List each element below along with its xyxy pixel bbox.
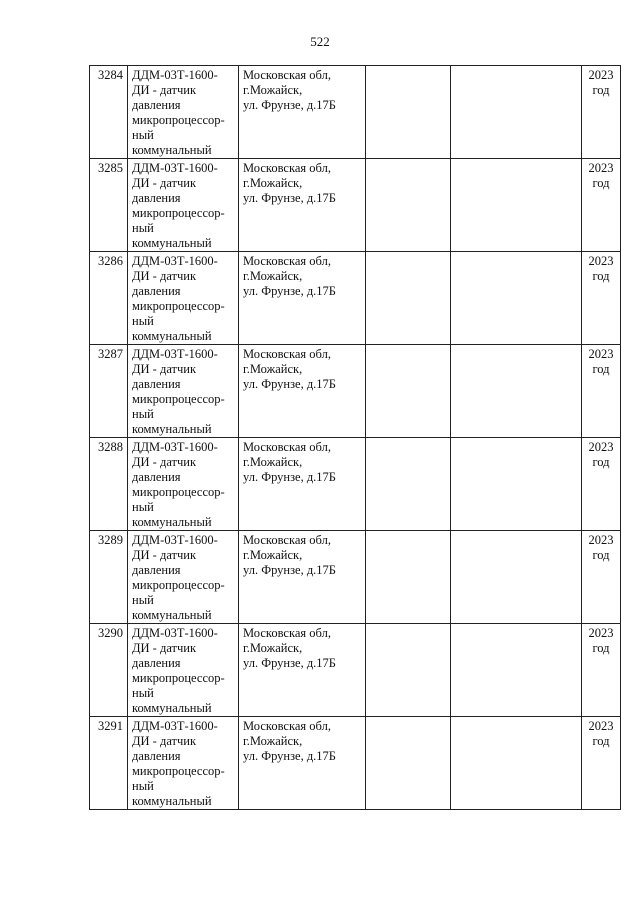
empty-cell-col4 bbox=[366, 438, 451, 531]
device-name-line: ДИ - датчик bbox=[132, 269, 197, 283]
empty-cell-col4 bbox=[366, 345, 451, 438]
device-name-line: давления bbox=[132, 470, 181, 484]
address-line: Московская обл, bbox=[243, 440, 331, 454]
device-name-cell bbox=[128, 345, 239, 438]
table-row bbox=[90, 531, 621, 624]
year-cell bbox=[582, 159, 621, 252]
row-number-cell: 3291 bbox=[90, 717, 128, 810]
year-cell bbox=[582, 531, 621, 624]
address-cell bbox=[239, 252, 366, 345]
registry-table-body bbox=[90, 66, 621, 810]
address-line: ул. Фрунзе, д.17Б bbox=[243, 470, 336, 484]
device-name-line: ный bbox=[132, 221, 154, 235]
year-cell bbox=[582, 252, 621, 345]
year-line: 2023 bbox=[588, 533, 614, 547]
empty-cell-col5 bbox=[451, 66, 582, 159]
address-cell bbox=[239, 66, 366, 159]
device-name-line: микропроцессор- bbox=[132, 671, 225, 685]
empty-cell-col5 bbox=[451, 345, 582, 438]
device-name-line: ДИ - датчик bbox=[132, 362, 197, 376]
device-name-line: коммунальный bbox=[132, 329, 212, 343]
device-name-line: ДИ - датчик bbox=[132, 734, 197, 748]
year-line: год bbox=[592, 269, 610, 283]
device-name-line: ный bbox=[132, 593, 154, 607]
table-row bbox=[90, 717, 621, 810]
address-cell bbox=[239, 345, 366, 438]
address-line: г.Можайск, bbox=[243, 641, 303, 655]
device-name-line: коммунальный bbox=[132, 143, 212, 157]
row-number-cell: 3288 bbox=[90, 438, 128, 531]
year-line: 2023 bbox=[588, 68, 614, 82]
year-line: год bbox=[592, 548, 610, 562]
registry-table bbox=[89, 65, 621, 810]
device-name-line: ДДМ-03Т-1600- bbox=[132, 440, 218, 454]
device-name-cell bbox=[128, 717, 239, 810]
row-number-cell: 3284 bbox=[90, 66, 128, 159]
device-name-line: ный bbox=[132, 407, 154, 421]
address-line: Московская обл, bbox=[243, 254, 331, 268]
empty-cell-col5 bbox=[451, 159, 582, 252]
year-line: год bbox=[592, 734, 610, 748]
empty-cell-col5 bbox=[451, 531, 582, 624]
device-name-line: коммунальный bbox=[132, 236, 212, 250]
device-name-line: ный bbox=[132, 500, 154, 514]
address-line: Московская обл, bbox=[243, 68, 331, 82]
device-name-line: давления bbox=[132, 656, 181, 670]
year-line: 2023 bbox=[588, 626, 614, 640]
empty-cell-col4 bbox=[366, 66, 451, 159]
device-name-line: коммунальный bbox=[132, 608, 212, 622]
device-name-line: ДДМ-03Т-1600- bbox=[132, 161, 218, 175]
address-line: Московская обл, bbox=[243, 347, 331, 361]
year-line: год bbox=[592, 455, 610, 469]
device-name-line: коммунальный bbox=[132, 701, 212, 715]
device-name-cell bbox=[128, 531, 239, 624]
device-name-line: микропроцессор- bbox=[132, 113, 225, 127]
year-line: год bbox=[592, 362, 610, 376]
row-number-cell: 3286 bbox=[90, 252, 128, 345]
address-line: г.Можайск, bbox=[243, 362, 303, 376]
address-line: Московская обл, bbox=[243, 161, 331, 175]
device-name-line: давления bbox=[132, 284, 181, 298]
empty-cell-col4 bbox=[366, 159, 451, 252]
table-row bbox=[90, 159, 621, 252]
table-row bbox=[90, 345, 621, 438]
device-name-line: давления bbox=[132, 749, 181, 763]
device-name-line: ДИ - датчик bbox=[132, 548, 197, 562]
empty-cell-col5 bbox=[451, 438, 582, 531]
empty-cell-col4 bbox=[366, 252, 451, 345]
device-name-line: ДИ - датчик bbox=[132, 455, 197, 469]
device-name-line: ДДМ-03Т-1600- bbox=[132, 719, 218, 733]
device-name-line: ДДМ-03Т-1600- bbox=[132, 626, 218, 640]
address-line: г.Можайск, bbox=[243, 176, 303, 190]
device-name-line: давления bbox=[132, 98, 181, 112]
year-line: 2023 bbox=[588, 347, 614, 361]
device-name-line: микропроцессор- bbox=[132, 764, 225, 778]
table-row bbox=[90, 252, 621, 345]
device-name-line: коммунальный bbox=[132, 794, 212, 808]
device-name-line: ДДМ-03Т-1600- bbox=[132, 347, 218, 361]
empty-cell-col5 bbox=[451, 624, 582, 717]
address-cell bbox=[239, 717, 366, 810]
device-name-line: ный bbox=[132, 779, 154, 793]
device-name-line: микропроцессор- bbox=[132, 578, 225, 592]
address-cell bbox=[239, 159, 366, 252]
row-number-cell: 3285 bbox=[90, 159, 128, 252]
address-line: ул. Фрунзе, д.17Б bbox=[243, 563, 336, 577]
row-number-cell: 3290 bbox=[90, 624, 128, 717]
address-line: г.Можайск, bbox=[243, 83, 303, 97]
year-cell bbox=[582, 717, 621, 810]
device-name-line: ный bbox=[132, 128, 154, 142]
address-line: ул. Фрунзе, д.17Б bbox=[243, 284, 336, 298]
address-line: г.Можайск, bbox=[243, 455, 303, 469]
table-row bbox=[90, 438, 621, 531]
device-name-line: давления bbox=[132, 563, 181, 577]
year-line: 2023 bbox=[588, 440, 614, 454]
empty-cell-col4 bbox=[366, 717, 451, 810]
year-line: 2023 bbox=[588, 719, 614, 733]
device-name-line: ДИ - датчик bbox=[132, 641, 197, 655]
address-line: ул. Фрунзе, д.17Б bbox=[243, 98, 336, 112]
empty-cell-col4 bbox=[366, 624, 451, 717]
device-name-line: ный bbox=[132, 314, 154, 328]
address-cell bbox=[239, 531, 366, 624]
year-cell bbox=[582, 624, 621, 717]
address-line: Московская обл, bbox=[243, 719, 331, 733]
address-line: ул. Фрунзе, д.17Б bbox=[243, 377, 336, 391]
device-name-line: коммунальный bbox=[132, 422, 212, 436]
year-line: 2023 bbox=[588, 161, 614, 175]
table-row bbox=[90, 624, 621, 717]
device-name-line: микропроцессор- bbox=[132, 299, 225, 313]
address-line: ул. Фрунзе, д.17Б bbox=[243, 191, 336, 205]
address-line: Московская обл, bbox=[243, 533, 331, 547]
empty-cell-col4 bbox=[366, 531, 451, 624]
address-line: г.Можайск, bbox=[243, 269, 303, 283]
empty-cell-col5 bbox=[451, 717, 582, 810]
device-name-line: давления bbox=[132, 191, 181, 205]
year-line: год bbox=[592, 641, 610, 655]
address-line: ул. Фрунзе, д.17Б bbox=[243, 656, 336, 670]
device-name-cell bbox=[128, 252, 239, 345]
year-cell bbox=[582, 66, 621, 159]
year-line: год bbox=[592, 176, 610, 190]
device-name-line: ДДМ-03Т-1600- bbox=[132, 254, 218, 268]
device-name-line: ДИ - датчик bbox=[132, 83, 197, 97]
address-line: г.Можайск, bbox=[243, 548, 303, 562]
device-name-line: коммунальный bbox=[132, 515, 212, 529]
table-row bbox=[90, 66, 621, 159]
page-number: 522 bbox=[310, 34, 330, 49]
year-line: 2023 bbox=[588, 254, 614, 268]
address-line: г.Можайск, bbox=[243, 734, 303, 748]
empty-cell-col5 bbox=[451, 252, 582, 345]
address-line: ул. Фрунзе, д.17Б bbox=[243, 749, 336, 763]
device-name-line: ДДМ-03Т-1600- bbox=[132, 533, 218, 547]
device-name-line: ный bbox=[132, 686, 154, 700]
device-name-line: давления bbox=[132, 377, 181, 391]
device-name-cell bbox=[128, 438, 239, 531]
year-line: год bbox=[592, 83, 610, 97]
address-cell bbox=[239, 624, 366, 717]
device-name-line: микропроцессор- bbox=[132, 206, 225, 220]
address-line: Московская обл, bbox=[243, 626, 331, 640]
device-name-line: ДИ - датчик bbox=[132, 176, 197, 190]
device-name-line: микропроцессор- bbox=[132, 485, 225, 499]
row-number-cell: 3287 bbox=[90, 345, 128, 438]
device-name-cell bbox=[128, 624, 239, 717]
device-name-cell bbox=[128, 66, 239, 159]
row-number-cell: 3289 bbox=[90, 531, 128, 624]
address-cell bbox=[239, 438, 366, 531]
device-name-line: микропроцессор- bbox=[132, 392, 225, 406]
device-name-cell bbox=[128, 159, 239, 252]
device-name-line: ДДМ-03Т-1600- bbox=[132, 68, 218, 82]
year-cell bbox=[582, 345, 621, 438]
year-cell bbox=[582, 438, 621, 531]
